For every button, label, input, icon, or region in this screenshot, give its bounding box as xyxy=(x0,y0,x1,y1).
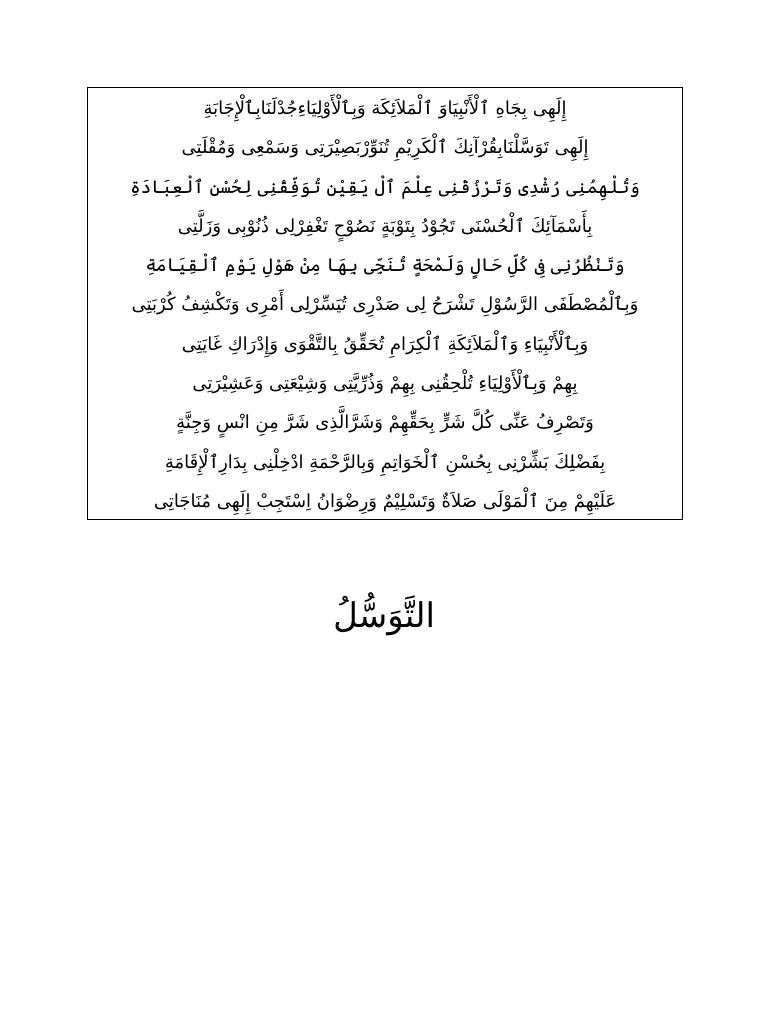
poem-line-1: إِلَهِى بِجَاهِ ٱلْأَنْبِيَاوَ ٱلْمَلاَئِكَة وَبِٱلْأَوْلِيَاءِجُدْلَنَابِٱلْإِجَابَةِ xyxy=(203,98,567,119)
page-title: التَّوَسُّلُ xyxy=(333,596,435,636)
poem-line-9: وَتَصْرِفُ عَنِّى كُلَّ شَرٍّ بِحَقِّهِمْ وَشَرَّالَّذِى شَرَّ مِنِ انْسٍ وَجِنَّةٍ xyxy=(176,412,594,434)
poem-line-2: إِلَهِى تَوَسَّلْنَابِقُرْآنِكَ ٱلْكَرِيْمِ تُنَوِّرْبَصِيْرَتِى وَسَمْعِى وَمُقْلَتِى xyxy=(181,137,589,159)
poem-line-11: عَلَيْهِمْ مِنَ ٱلْمَوْلَى صَلاَةٌ وَتَسْلِيْمٌ وَرِضْوَانُ اِسْتَجِبْ إِلَهِى مُنَاجَاتِى xyxy=(153,490,617,512)
poem-box xyxy=(87,87,683,520)
poem-line-5: وَتَنْظُرُنِى فِى كُلِّ حَالٍ وَلَمْحَةٍ تُنَجِّى بِهَا مِنْ هَوْلِ يَوْمِ ٱلْقِيَامَةِ xyxy=(145,255,625,277)
poem-line-6: وَبِٱلْمُصْطَفَى الرَّسُوْلِ تَشْرَحُ لِى صَدْرِى تُيَسِّرْلِى أَمْرِى وَتَكْشِفُ كُرْبَتِى xyxy=(131,294,639,316)
poem-line-10: بِفَضْلِكَ بَشِّرْنِى بِحُسْنِ ٱلْخَوَاتِمِ وَبِالرَّحْمَةِ ادْخِلْنِى بِدَارِٱلْإِقَامَةِ xyxy=(164,451,606,473)
poem-line-8: بِهِمْ وَبِٱلْأَوْلِيَاءِ تُلْحِقُنِى بِهِمْ وَذُرِّيَّتِى وَشِيْعَتِى وَعَشِيْرَتِى xyxy=(192,373,578,395)
poem-line-4: بِأَسْمَآئِكَ ٱلْحُسْنَى تَجُوْدُ بِتَوْبَةٍ نَصُوْحٍ تَغْفِرْلِى ذُنُوْبِى وَزَلَّتِى xyxy=(177,215,593,237)
poem-line-3: وَتُلْهِمُنِى رُشْدِى وَتَرْزُقْنِى عِلْمَ ٱلْ يَقِيْنِ تُوَفِّقْنِى لِحُسْنِ ٱلْعِبَادَةِ xyxy=(130,176,640,198)
poem-line-7: وَبِٱلْأَنْبِيَاءِ وَٱلْمَلاَئِكَةِ ٱلْكِرَامِ تُحَقِّقُ بِالتَّقْوَى وَإِدْرَاكِ غَايَتِى xyxy=(181,333,589,355)
